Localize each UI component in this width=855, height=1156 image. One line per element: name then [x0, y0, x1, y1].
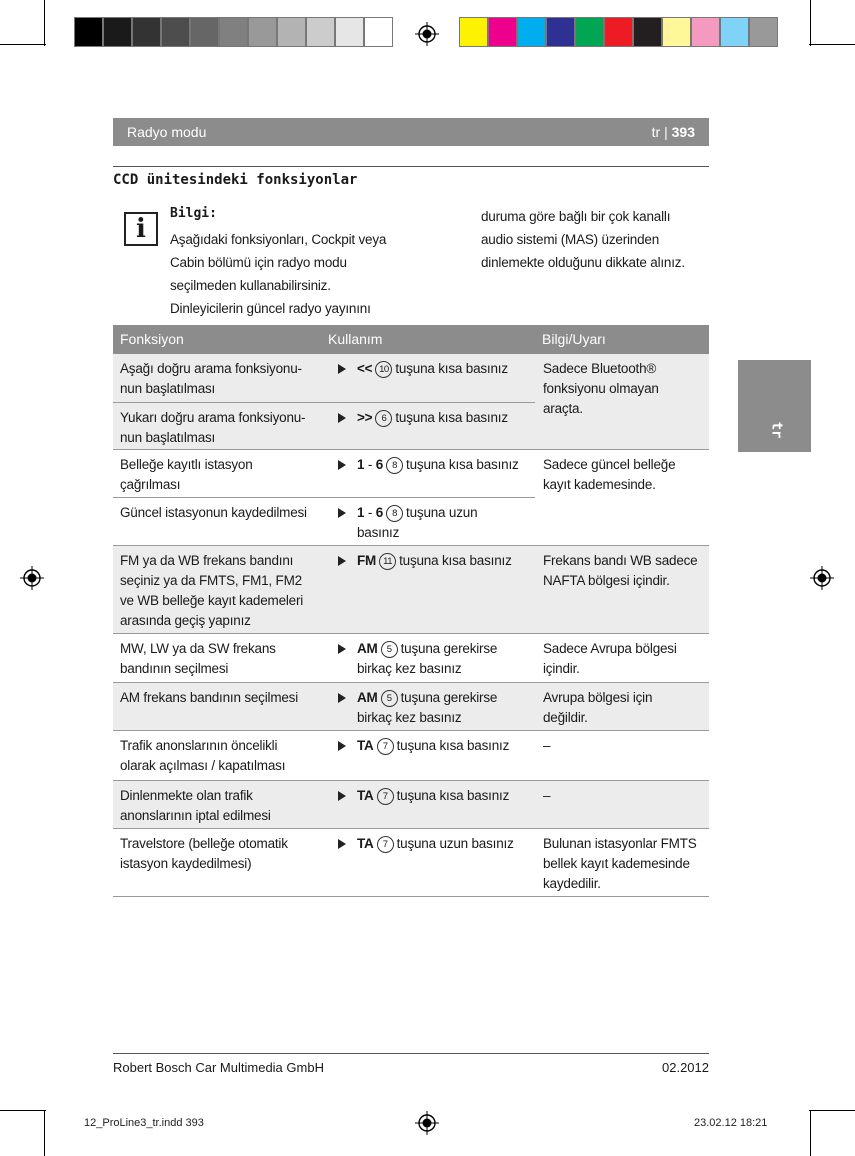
running-header: [113, 118, 709, 146]
function-cell: [120, 634, 316, 679]
function-cell: [120, 450, 316, 495]
info-line: Dinleyicilerin güncel radyo yayınını: [170, 301, 371, 316]
key-number-badge: 5: [381, 641, 398, 658]
note-line: bellek kayıt kademesinde: [543, 856, 690, 871]
key-separator: -: [364, 457, 376, 472]
usage-cell: [327, 634, 535, 679]
key-number-badge: 7: [377, 836, 394, 853]
bullet-triangle-icon: [338, 644, 346, 654]
slug-timestamp: 23.02.12 18:21: [694, 1117, 768, 1129]
note-line: –: [543, 738, 551, 753]
info-note-cell: [535, 683, 709, 731]
bullet-triangle-icon: [338, 460, 346, 470]
key-number-badge: 11: [379, 553, 396, 570]
usage-cell: [327, 829, 535, 854]
function-line: çağrılması: [120, 477, 181, 492]
function-line: Aşağı doğru arama fonksiyonu-: [120, 361, 302, 376]
gray-swatch-strip: [74, 17, 393, 47]
function-line: Dinlenmekte olan trafik: [120, 788, 253, 803]
key-label: TA: [357, 738, 374, 753]
function-line: Yukarı doğru arama fonksiyonu-: [120, 410, 306, 425]
table-row: [113, 498, 535, 546]
note-line: Avrupa bölgesi için: [543, 690, 653, 705]
color-swatch: [306, 17, 335, 47]
color-swatch: [132, 17, 161, 47]
key-label: 6: [375, 505, 384, 520]
color-swatch: [575, 17, 604, 47]
key-label: 1: [357, 457, 365, 472]
key-label: >>: [357, 410, 373, 425]
info-line: Cabin bölümü için radyo modu: [170, 255, 347, 270]
bullet-triangle-icon: [338, 741, 346, 751]
function-line: anonslarının iptal edilmesi: [120, 808, 271, 823]
bullet-triangle-icon: [338, 791, 346, 801]
info-label: Bilgi:: [170, 206, 217, 221]
function-line: FM ya da WB frekans bandını: [120, 553, 294, 568]
function-cell: [120, 498, 316, 523]
page-number: 393: [671, 124, 695, 140]
info-note-cell: [535, 546, 709, 634]
function-line: istasyon kaydedilmesi): [120, 856, 252, 871]
info-note-cell: [535, 354, 709, 450]
function-cell: [120, 354, 316, 399]
header-section-title: Radyo modu: [127, 124, 207, 140]
usage-text: tuşuna kısa basınız: [396, 738, 510, 753]
crop-mark: [44, 1110, 45, 1156]
column-header-function: Fonksiyon: [120, 331, 184, 347]
crop-mark: [810, 0, 811, 46]
usage-cell: [327, 683, 535, 728]
usage-cell: [327, 354, 535, 379]
key-label: AM: [357, 641, 378, 656]
table-row: [113, 450, 535, 498]
color-swatch: [459, 17, 488, 47]
function-line: nun başlatılması: [120, 430, 216, 445]
crop-mark: [810, 1110, 811, 1156]
function-line: MW, LW ya da SW frekans: [120, 641, 276, 656]
header-page-number: [652, 118, 695, 146]
color-swatch: [604, 17, 633, 47]
function-line: AM frekans bandının seçilmesi: [120, 690, 299, 705]
bullet-triangle-icon: [338, 413, 346, 423]
color-swatch: [190, 17, 219, 47]
slug-file-name: 12_ProLine3_tr.indd 393: [84, 1117, 204, 1129]
info-line: Aşağıdaki fonksiyonları, Cockpit veya: [170, 232, 387, 247]
note-line: –: [543, 788, 551, 803]
key-label: TA: [357, 788, 374, 803]
bullet-triangle-icon: [338, 364, 346, 374]
color-swatch: [546, 17, 575, 47]
usage-cell: [327, 498, 535, 543]
table-row: [113, 683, 535, 731]
note-line: Sadece Avrupa bölgesi: [543, 641, 677, 656]
info-note-cell: [535, 781, 709, 829]
color-swatch: [335, 17, 364, 47]
function-line: seçiniz ya da FMTS, FM1, FM2: [120, 573, 302, 588]
registration-mark-icon: [810, 566, 834, 590]
side-tab-label: tr: [768, 421, 785, 439]
color-swatch: [277, 17, 306, 47]
footer-company: Robert Bosch Car Multimedia GmbH: [113, 1060, 324, 1075]
info-line: dinlemekte olduğunu dikkate alınız.: [481, 255, 685, 270]
table-header: [113, 325, 709, 354]
info-text-column-1: [170, 228, 386, 320]
column-header-usage: Kullanım: [328, 331, 383, 347]
key-number-badge: 8: [386, 457, 403, 474]
key-label: 6: [375, 457, 384, 472]
color-swatch: [517, 17, 546, 47]
key-separator: -: [364, 505, 376, 520]
key-label: <<: [357, 361, 373, 376]
function-line: Güncel istasyonun kaydedilmesi: [120, 505, 307, 520]
function-line: Belleğe kayıtlı istasyon: [120, 457, 253, 472]
info-line: audio sistemi (MAS) üzerinden: [481, 232, 660, 247]
section-title: CCD ünitesindeki fonksiyonlar: [113, 172, 358, 188]
usage-text: birkaç kez basınız: [357, 710, 462, 725]
key-number-badge: 6: [375, 410, 392, 427]
info-icon: i: [124, 212, 158, 246]
function-cell: [120, 403, 316, 448]
key-number-badge: 8: [386, 505, 403, 522]
function-line: arasında geçiş yapınız: [120, 613, 251, 628]
usage-cell: [327, 450, 535, 475]
function-line: bandının seçilmesi: [120, 661, 229, 676]
function-cell: [120, 781, 316, 826]
bullet-triangle-icon: [338, 839, 346, 849]
info-text-column-2: [481, 205, 685, 274]
color-swatch: [103, 17, 132, 47]
title-rule: [113, 166, 709, 167]
function-cell: [120, 683, 316, 708]
bullet-triangle-icon: [338, 556, 346, 566]
function-line: nun başlatılması: [120, 381, 216, 396]
note-line: Frekans bandı WB sadece: [543, 553, 698, 568]
note-line: fonksiyonu olmayan: [543, 381, 659, 396]
note-line: Sadece Bluetooth®: [543, 361, 657, 376]
note-line: içindir.: [543, 661, 580, 676]
usage-text: tuşuna uzun basınız: [396, 836, 514, 851]
footer-rule: [113, 1053, 709, 1054]
usage-cell: [327, 781, 535, 806]
usage-text: tuşuna kısa basınız: [396, 788, 510, 803]
table-row: [113, 781, 535, 829]
color-swatch: [488, 17, 517, 47]
crop-mark: [44, 0, 45, 46]
language-side-tab: [738, 360, 811, 452]
function-table: [113, 325, 709, 891]
color-swatch: [219, 17, 248, 47]
color-swatch: [749, 17, 778, 47]
note-line: kayıt kademesinde.: [543, 477, 656, 492]
info-line: duruma göre bağlı bir çok kanallı: [481, 209, 671, 224]
footer-date: 02.2012: [662, 1060, 709, 1075]
header-language: tr: [651, 124, 661, 140]
note-line: kaydedilir.: [543, 876, 601, 891]
bullet-triangle-icon: [338, 693, 346, 703]
function-line: Trafik anonslarının öncelikli: [120, 738, 278, 753]
function-cell: [120, 731, 316, 776]
usage-text: tuşuna kısa basınız: [395, 361, 508, 376]
key-label: TA: [357, 836, 374, 851]
color-swatch: [720, 17, 749, 47]
key-label: FM: [357, 553, 377, 568]
usage-text: birkaç kez basınız: [357, 661, 462, 676]
usage-text: tuşuna gerekirse: [400, 641, 498, 656]
color-swatch: [691, 17, 720, 47]
key-number-badge: 5: [381, 690, 398, 707]
key-number-badge: 7: [377, 738, 394, 755]
usage-text: tuşuna kısa basınız: [395, 410, 508, 425]
key-label: 1: [357, 505, 365, 520]
bullet-triangle-icon: [338, 508, 346, 518]
color-swatch: [662, 17, 691, 47]
note-line: araçta.: [543, 401, 583, 416]
table-row: [113, 634, 535, 683]
function-line: olarak açılması / kapatılması: [120, 758, 286, 773]
info-note-cell: [535, 731, 709, 781]
usage-text: tuşuna kısa basınız: [406, 457, 519, 472]
color-swatch: [161, 17, 190, 47]
color-swatch: [633, 17, 662, 47]
color-swatch-strip: [459, 17, 778, 47]
usage-text: tuşuna uzun: [406, 505, 478, 520]
table-row: [113, 546, 535, 634]
crop-mark: [0, 1110, 46, 1111]
key-number-badge: 10: [375, 361, 392, 378]
usage-cell: [327, 731, 535, 756]
color-swatch: [248, 17, 277, 47]
crop-mark: [0, 44, 46, 45]
table-row: [113, 829, 535, 897]
note-line: NAFTA bölgesi içindir.: [543, 573, 670, 588]
function-line: ve WB belleğe kayıt kademeleri: [120, 593, 304, 608]
registration-mark-icon: [415, 22, 439, 46]
note-line: Bulunan istasyonlar FMTS: [543, 836, 697, 851]
registration-mark-icon: [20, 566, 44, 590]
color-swatch: [74, 17, 103, 47]
header-separator: |: [660, 124, 672, 140]
registration-mark-icon: [415, 1111, 439, 1135]
key-number-badge: 7: [377, 788, 394, 805]
function-cell: [120, 546, 316, 631]
usage-cell: [327, 403, 535, 428]
table-row: [113, 731, 535, 781]
key-label: AM: [357, 690, 378, 705]
crop-mark: [809, 1110, 855, 1111]
info-note-cell: [535, 450, 709, 546]
info-line: seçilmeden kullanabilirsiniz.: [170, 278, 331, 293]
crop-mark: [809, 44, 855, 45]
usage-text: tuşuna kısa basınız: [399, 553, 512, 568]
note-line: değildir.: [543, 710, 588, 725]
function-cell: [120, 829, 316, 874]
table-row: [113, 354, 535, 403]
usage-text: basınız: [357, 525, 400, 540]
table-row: [113, 403, 535, 450]
usage-text: tuşuna gerekirse: [400, 690, 498, 705]
usage-cell: [327, 546, 535, 571]
column-header-info: Bilgi/Uyarı: [542, 331, 606, 347]
color-swatch: [364, 17, 393, 47]
function-line: Travelstore (belleğe otomatik: [120, 836, 288, 851]
info-note-cell: [535, 634, 709, 683]
note-line: Sadece güncel belleğe: [543, 457, 676, 472]
info-note-cell: [535, 829, 709, 897]
